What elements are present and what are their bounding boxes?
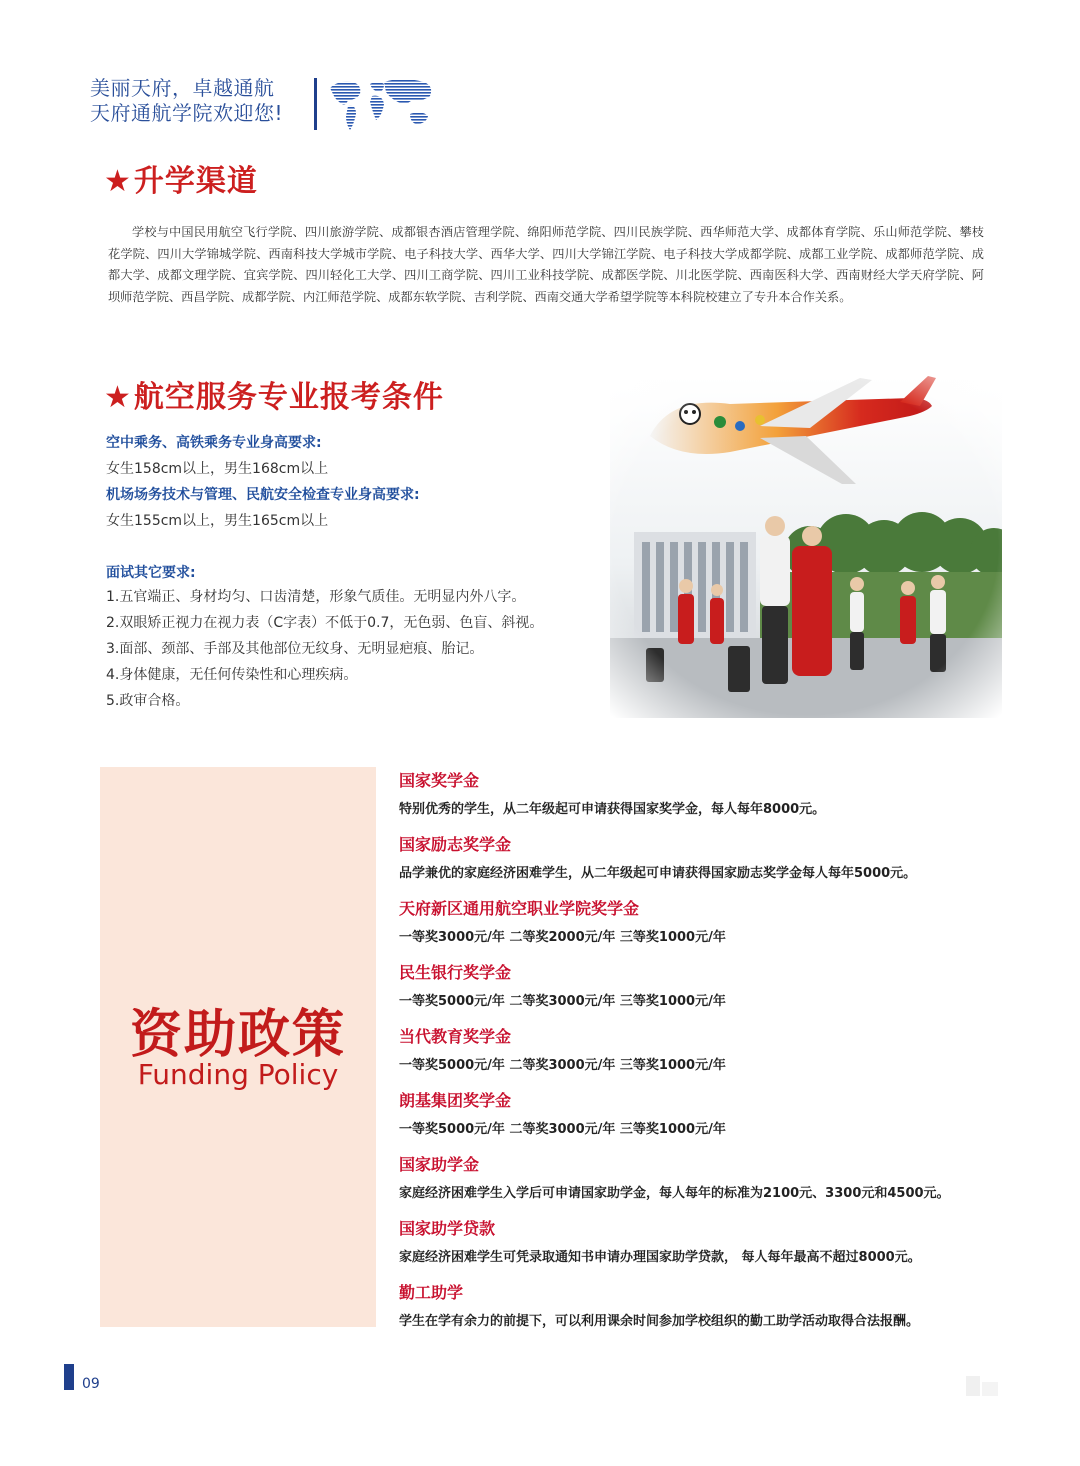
scholarship-title: 天府新区通用航空职业学院奖学金 bbox=[399, 899, 640, 918]
requirements-title: 航空服务专业报考条件 bbox=[133, 380, 444, 415]
scholarship-title: 国家助学贷款 bbox=[399, 1219, 496, 1238]
scholarship-title: 勤工助学 bbox=[399, 1283, 464, 1302]
slogan bbox=[90, 76, 283, 126]
star-icon: ★ bbox=[104, 380, 132, 415]
airline-crew-photo bbox=[610, 376, 1002, 718]
corner-watermark-icon bbox=[964, 1374, 1000, 1398]
world-map-icon bbox=[326, 74, 438, 134]
scholarship-desc: 家庭经济困难学生入学后可申请国家助学金，每人每年的标准为2100元、3300元和4500元。 bbox=[399, 1186, 950, 1201]
interview-item: 1.五官端正、身材均匀、口齿清楚，形象气质佳。无明显内外八字。 bbox=[106, 589, 526, 605]
slogan-line-2: 天府通航学院欢迎您! bbox=[90, 101, 284, 125]
interview-item: 5.政审合格。 bbox=[106, 693, 190, 709]
pathway-title: 升学渠道 bbox=[133, 164, 258, 199]
scholarship-title: 国家奖学金 bbox=[399, 771, 480, 790]
pathway-heading bbox=[104, 156, 258, 200]
interview-label: 面试其它要求: bbox=[106, 565, 196, 581]
funding-title-cn: 资助政策 bbox=[129, 1004, 346, 1065]
height-label-2: 机场场务技术与管理、民航安全检查专业身高要求: bbox=[106, 487, 420, 503]
page-number-bar bbox=[64, 1364, 74, 1390]
interview-item: 2.双眼矫正视力在视力表（C字表）不低于0.7，无色弱、色盲、斜视。 bbox=[106, 615, 544, 631]
star-icon: ★ bbox=[104, 164, 132, 199]
scholarship-title: 民生银行奖学金 bbox=[399, 963, 512, 982]
requirements-heading bbox=[104, 372, 444, 416]
funding-title-en: Funding Policy bbox=[137, 1058, 339, 1091]
header-divider bbox=[314, 78, 317, 130]
scholarship-desc: 一等奖5000元/年 二等奖3000元/年 三等奖1000元/年 bbox=[399, 1122, 726, 1137]
scholarship-desc: 家庭经济困难学生可凭录取通知书申请办理国家助学贷款， 每人每年最高不超过8000元。 bbox=[399, 1250, 921, 1265]
page-number: 09 bbox=[82, 1376, 100, 1392]
height-value-2: 女生155cm以上，男生165cm以上 bbox=[106, 513, 329, 529]
height-label-1: 空中乘务、高铁乘务专业身高要求: bbox=[106, 435, 322, 451]
scholarship-desc: 品学兼优的家庭经济困难学生，从二年级起可申请获得国家励志奖学金每人每年5000元。 bbox=[399, 866, 917, 881]
interview-item: 3.面部、颈部、手部及其他部位无纹身、无明显疤痕、胎记。 bbox=[106, 641, 484, 657]
scholarship-desc: 一等奖5000元/年 二等奖3000元/年 三等奖1000元/年 bbox=[399, 1058, 726, 1073]
pathway-paragraph: 学校与中国民用航空飞行学院、四川旅游学院、成都银杏酒店管理学院、绵阳师范学院、四川民族学院、西华师范大学、成都体育学院、乐山师范学院、攀枝花学院、四川大学锦城学院、西南科技大学城市学院、电子科技大学、西华大学、四川大学锦江学院、电子科技大学成都学院、成都工业学院、成都师范学院、成都大学、成都文理学院、宜宾学院、四川轻化工大学、四川工商学院、四川工业科技学院、成都医学院、川北医学院、西南医科大学、西南财经大学天府学院、阿坝师范学院、西昌学院、成都学院、内江师范学院、成都东软学院、吉利学院、西南交通大学希望学院等本科院校建立了专升本合作关系。 bbox=[108, 225, 984, 304]
scholarship-title: 朗基集团奖学金 bbox=[399, 1091, 512, 1110]
scholarship-desc: 一等奖5000元/年 二等奖3000元/年 三等奖1000元/年 bbox=[399, 994, 726, 1009]
scholarship-desc: 学生在学有余力的前提下，可以利用课余时间参加学校组织的勤工助学活动取得合法报酬。 bbox=[399, 1314, 920, 1329]
scholarship-desc: 特别优秀的学生，从二年级起可申请获得国家奖学金，每人每年8000元。 bbox=[399, 802, 826, 817]
scholarship-title: 国家励志奖学金 bbox=[399, 835, 512, 854]
scholarship-desc: 一等奖3000元/年 二等奖2000元/年 三等奖1000元/年 bbox=[399, 930, 726, 945]
scholarship-title: 当代教育奖学金 bbox=[399, 1027, 512, 1046]
scholarship-title: 国家助学金 bbox=[399, 1155, 480, 1174]
height-value-1: 女生158cm以上，男生168cm以上 bbox=[106, 461, 329, 477]
slogan-line-1: 美丽天府，卓越通航 bbox=[90, 76, 275, 100]
interview-item: 4.身体健康，无任何传染性和心理疾病。 bbox=[106, 667, 358, 683]
